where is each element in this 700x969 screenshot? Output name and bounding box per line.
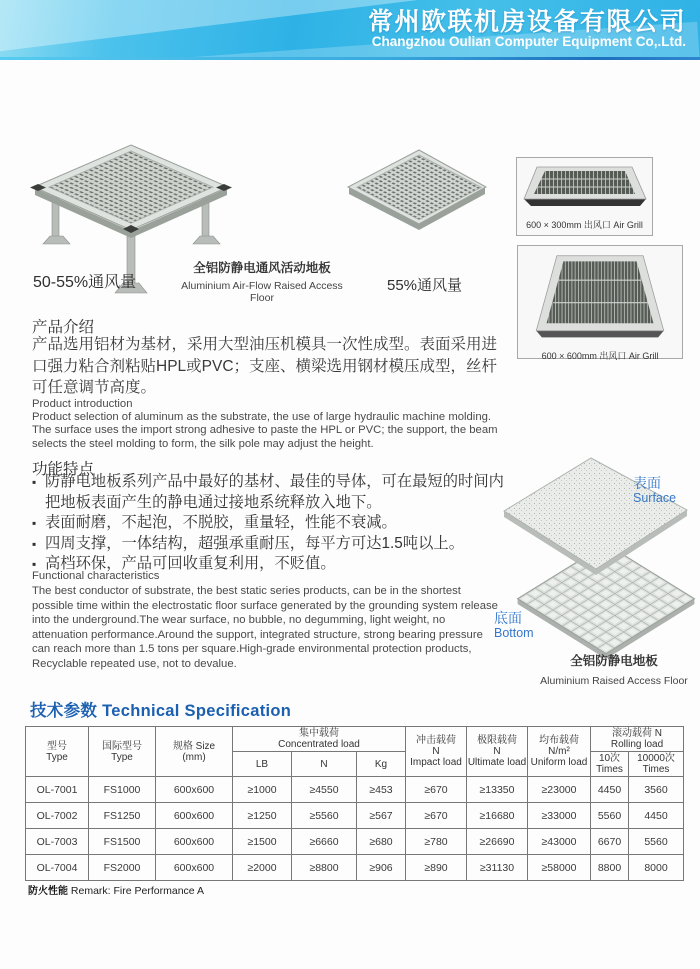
spec-cell: OL-7002: [26, 803, 89, 829]
spec-cell: 600x600: [156, 777, 233, 803]
spec-cell: 8800: [591, 855, 629, 881]
bottom-label: [494, 611, 534, 641]
spec-cell: OL-7001: [26, 777, 89, 803]
spec-cell: ≥16680: [467, 803, 528, 829]
spec-section-title: 技术参数 Technical Specification: [30, 702, 292, 720]
spec-cell: FS1000: [89, 777, 156, 803]
header-edge-line: [0, 57, 700, 60]
spec-cell: ≥8800: [292, 855, 357, 881]
spec-cell: 8000: [629, 855, 684, 881]
spec-cell: ≥670: [406, 803, 467, 829]
air-grill-large-caption: 600 × 600mm 出风口 Air Grill: [541, 351, 659, 361]
table-row: [26, 777, 684, 803]
spec-header-row: [26, 727, 684, 752]
spec-cell: 600x600: [156, 803, 233, 829]
spec-table-body: [26, 777, 684, 881]
airflow-floor-caption: [172, 258, 352, 304]
bottom-label-en: Bottom: [494, 626, 534, 640]
col-header-uniform-load: 均布载荷 N/m² Uniform load: [528, 727, 591, 777]
col-header-n: N: [292, 752, 357, 777]
features-bullet-list: [32, 472, 512, 575]
surface-label: [633, 476, 676, 506]
col-header-impact-load: 冲击载荷 N Impact load: [406, 727, 467, 777]
spec-cell: FS2000: [89, 855, 156, 881]
intro-body-cn: 产品选用铝材为基材，采用大型油压机模具一次性成型。表面采用进口强力粘合剂粘贴HPL或PVC；支座、横梁选用钢材模压成型，丝杆可任意调节高度。: [32, 336, 498, 396]
spec-cell: ≥1250: [233, 803, 292, 829]
spec-cell: ≥5560: [292, 803, 357, 829]
intro-body-en: Product selection of aluminum as the substrate, the use of large hydraulic machine molding. The surface uses the import strong adhesive to paste the HPL or PVC; the support, the beam selects the steel molding to form, the silk pole may adjust the height.: [32, 411, 498, 450]
spec-cell: ≥680: [357, 829, 406, 855]
spec-cell: ≥33000: [528, 803, 591, 829]
spec-table: [25, 726, 684, 881]
air-grill-small-frame: [516, 157, 653, 236]
bottom-label-cn: 底面: [494, 610, 522, 626]
remark-label-cn: 防火性能: [28, 886, 68, 897]
table-row: [26, 803, 684, 829]
spec-cell: ≥567: [357, 803, 406, 829]
surface-label-cn: 表面: [633, 475, 661, 491]
raised-floor-caption-en: Aluminium Raised Access Floor: [540, 675, 688, 687]
remark-text-en: Remark: Fire Performance A: [70, 885, 204, 897]
spec-cell: ≥26690: [467, 829, 528, 855]
col-header-type: 型号 Type: [26, 727, 89, 777]
spec-cell: ≥23000: [528, 777, 591, 803]
features-body-en: The best conductor of substrate, the best static series products, can be in the shortest possible time within the electrostatic floor surface generated by the grounding system release into the underground.The wear surface, no bubble, no degumming, light weight, no attenuation performance.Around the support, integrated structure, strong bearing pressure can reach more than 1.5 tons per square.High-grade environmental protection products, Recyclable repeated use, not to devalue.: [32, 585, 498, 670]
spec-cell: ≥1000: [233, 777, 292, 803]
col-header-lb: LB: [233, 752, 292, 777]
header-banner: [0, 0, 700, 57]
spec-cell: ≥453: [357, 777, 406, 803]
spec-cell: 6670: [591, 829, 629, 855]
spec-cell: ≥58000: [528, 855, 591, 881]
col-header-ultimate-load: 极限载荷 N Ultimate load: [467, 727, 528, 777]
spec-cell: ≥43000: [528, 829, 591, 855]
raised-floor-caption-cn: 全铝防静电地板: [570, 654, 658, 668]
table-row: [26, 855, 684, 881]
spec-cell: 5560: [591, 803, 629, 829]
spec-cell: ≥890: [406, 855, 467, 881]
col-header-concentrated-load: 集中载荷 Concentrated load: [233, 727, 406, 752]
spec-cell: ≥780: [406, 829, 467, 855]
col-header-size: 规格 Size (mm): [156, 727, 233, 777]
airflow-floor-caption-en: Aluminium Air-Flow Raised Access Floor: [181, 280, 343, 304]
col-header-10-times: 10次 Times: [591, 752, 629, 777]
spec-cell: ≥13350: [467, 777, 528, 803]
spec-cell: ≥31130: [467, 855, 528, 881]
features-heading-en: Functional characteristics: [32, 570, 160, 582]
intro-heading-cn: 产品介绍: [32, 319, 95, 336]
spec-cell: 600x600: [156, 829, 233, 855]
spec-cell: OL-7003: [26, 829, 89, 855]
col-header-10000-times: 10000次 Times: [629, 752, 684, 777]
company-name-cn: 常州欧联机房设备有限公司: [367, 8, 686, 36]
air-grill-large-frame: [517, 245, 683, 359]
col-header-rolling-load: 滚动载荷 N Rolling load: [591, 727, 684, 752]
floor1-ventilation-label: 50-55%通风量: [33, 274, 137, 291]
air-grill-small-photo: [521, 163, 649, 211]
spec-cell: ≥670: [406, 777, 467, 803]
spec-cell: 4450: [591, 777, 629, 803]
fire-performance-remark: [28, 882, 204, 897]
feature-bullet: ▪ 表面耐磨，不起泡，不脱胶，重量轻，性能不衰减。: [32, 513, 512, 534]
spec-cell: ≥4550: [292, 777, 357, 803]
surface-label-en: Surface: [633, 491, 677, 505]
floor2-ventilation-label: 55%通风量: [387, 277, 463, 294]
col-header-intl-type: 国际型号 Type: [89, 727, 156, 777]
spec-cell: ≥1500: [233, 829, 292, 855]
spec-cell: ≥906: [357, 855, 406, 881]
spec-cell: FS1500: [89, 829, 156, 855]
spec-cell: ≥2000: [233, 855, 292, 881]
features-heading-cn: 功能特点: [32, 461, 95, 478]
spec-cell: 4450: [629, 803, 684, 829]
table-row: [26, 829, 684, 855]
spec-cell: OL-7004: [26, 855, 89, 881]
feature-bullet: ▪ 防静电地板系列产品中最好的基材、最佳的导体，可在最短的时间内把地板表面产生的静电通过接地系统释放入地下。: [32, 472, 512, 513]
raised-floor-caption: [528, 651, 700, 687]
perforated-panel-photo: [344, 146, 489, 252]
air-grill-large-photo: [524, 252, 676, 342]
spec-cell: 5560: [629, 829, 684, 855]
spec-cell: 3560: [629, 777, 684, 803]
intro-heading-en: Product introduction: [32, 398, 133, 410]
feature-bullet: ▪ 四周支撑，一体结构，超强承重耐压，每平方可达1.5吨以上。: [32, 534, 512, 555]
spec-cell: 600x600: [156, 855, 233, 881]
col-header-kg: Kg: [357, 752, 406, 777]
spec-cell: ≥6660: [292, 829, 357, 855]
airflow-floor-caption-cn: 全铝防静电通风活动地板: [193, 261, 331, 275]
feature-bullet: ▪ 高档环保，产品可回收重复利用，不贬值。: [32, 554, 512, 575]
air-grill-small-caption: 600 × 300mm 出风口 Air Grill: [526, 220, 643, 230]
company-name-en: Changzhou Oulian Computer Equipment Co,.Ltd.: [371, 34, 686, 49]
spec-cell: FS1250: [89, 803, 156, 829]
